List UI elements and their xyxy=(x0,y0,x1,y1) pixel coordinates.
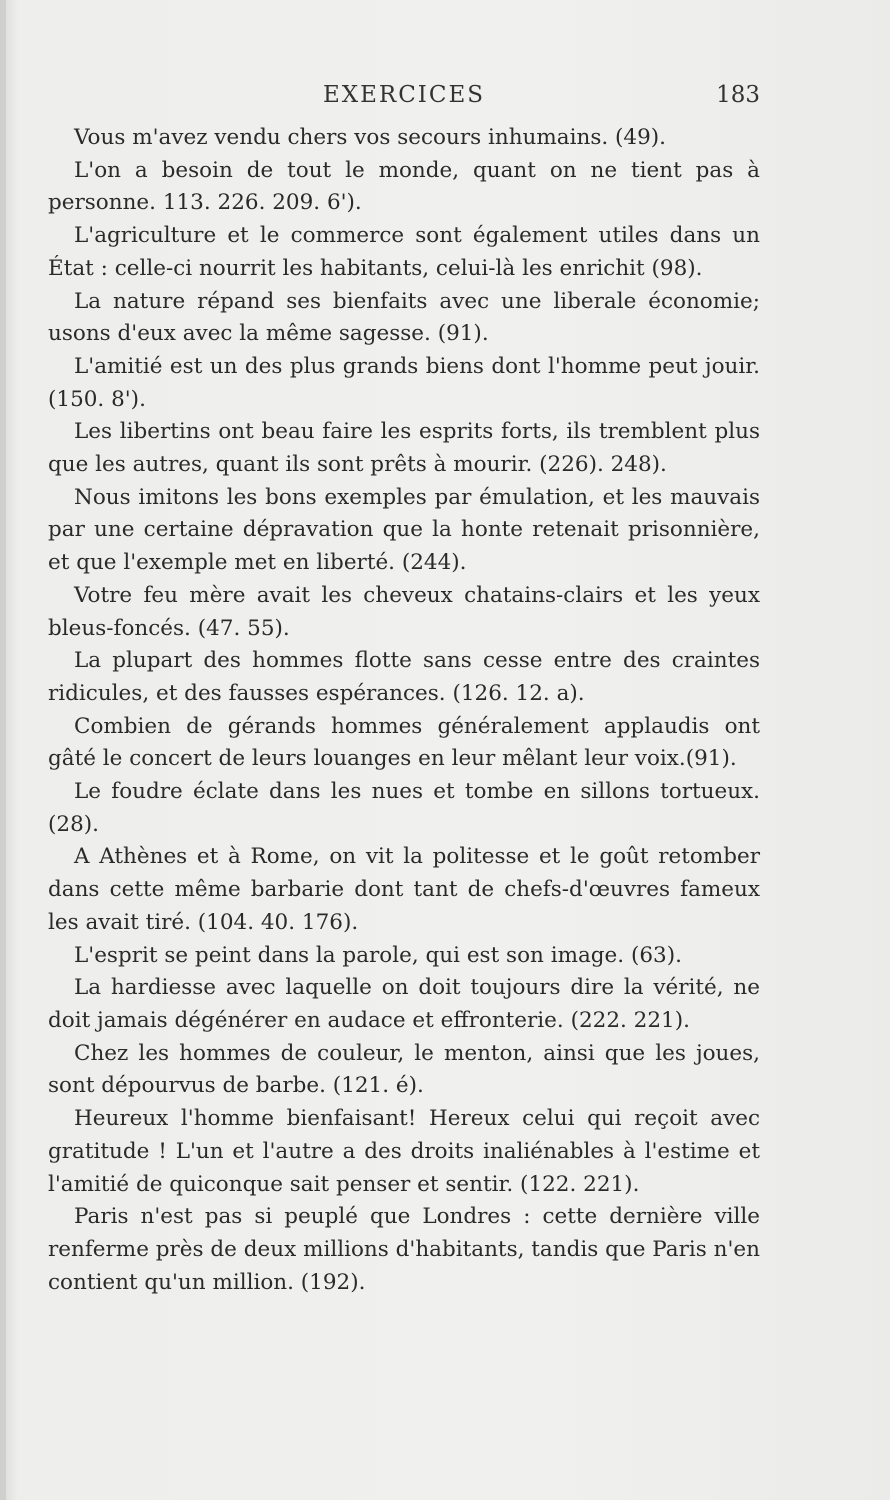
exercise-sentence: La plupart des hommes flotte sans cesse entre des craintes ridicules, et des fausses espérances. (126. 12. a). xyxy=(48,648,760,706)
exercise-sentence: Paris n'est pas si peuplé que Londres : cette dernière ville renferme près de deux millions d'habitants, tandis que Paris n'en contient qu'un million. (192). xyxy=(48,1204,760,1295)
exercise-sentence: L'amitié est un des plus grands biens dont l'homme peut jouir. (150. 8'). xyxy=(48,353,760,412)
exercise-sentence: L'agriculture et le commerce sont également utiles dans un État : celle-ci nourrit les habitants, celui-là les enrichit (98). xyxy=(48,223,760,281)
exercise-sentence: Chez les hommes de couleur, le menton, ainsi que les joues, sont dépourvus de barbe. (121. é). xyxy=(48,1040,760,1099)
exercise-sentence: Nous imitons les bons exemples par émulation, et les mauvais par une certaine dépravation que la honte retenait prisonnière, et que l'exemple met en liberté. (244). xyxy=(48,484,760,576)
exercise-sentence: Heureux l'homme bienfaisant! Hereux celui qui reçoit avec gratitude ! L'un et l'autre a des droits inaliénables à l'estime et l'amitié de quiconque sait penser et sentir. (122. 221). xyxy=(48,1106,760,1197)
exercise-sentence: Le foudre éclate dans les nues et tombe en sillons tortueux. (28). xyxy=(48,779,760,837)
exercise-sentence: Combien de gérands hommes généralement applaudis ont gâté le concert de leurs louanges en leur mêlant leur voix.(91). xyxy=(48,713,760,772)
exercise-text xyxy=(48,122,760,1299)
exercise-sentence: La nature répand ses bienfaits avec une liberale économie; usons d'eux avec la même sagesse. (91). xyxy=(48,288,760,347)
exercise-sentence: Les libertins ont beau faire les esprits forts, ils tremblent plus que les autres, quant ils sont prêts à mourir. (226). 248). xyxy=(48,419,760,478)
exercise-sentence: L'on a besoin de tout le monde, quant on ne tient pas à personne. 113. 226. 209. 6'). xyxy=(48,157,760,216)
page-number: 183 xyxy=(716,82,760,108)
exercise-sentence: Votre feu mère avait les cheveux chatains-clairs et les yeux bleus-foncés. (47. 55). xyxy=(48,582,760,641)
page-header xyxy=(48,82,760,116)
exercise-sentence: A Athènes et à Rome, on vit la politesse et le goût retomber dans cette même barbarie dont tant de chefs-d'œuvres fameux les avait tiré. (104. 40. 176). xyxy=(48,844,760,935)
running-title: EXERCICES xyxy=(322,82,486,108)
exercise-sentence: L'esprit se peint dans la parole, qui est son image. (63). xyxy=(74,942,682,968)
page-spine-shadow xyxy=(0,0,6,1500)
exercise-sentence: La hardiesse avec laquelle on doit toujours dire la vérité, ne doit jamais dégénérer en audace et effronterie. (222. 221). xyxy=(48,975,760,1033)
exercise-sentence: Vous m'avez vendu chers vos secours inhumains. (49). xyxy=(74,125,666,150)
